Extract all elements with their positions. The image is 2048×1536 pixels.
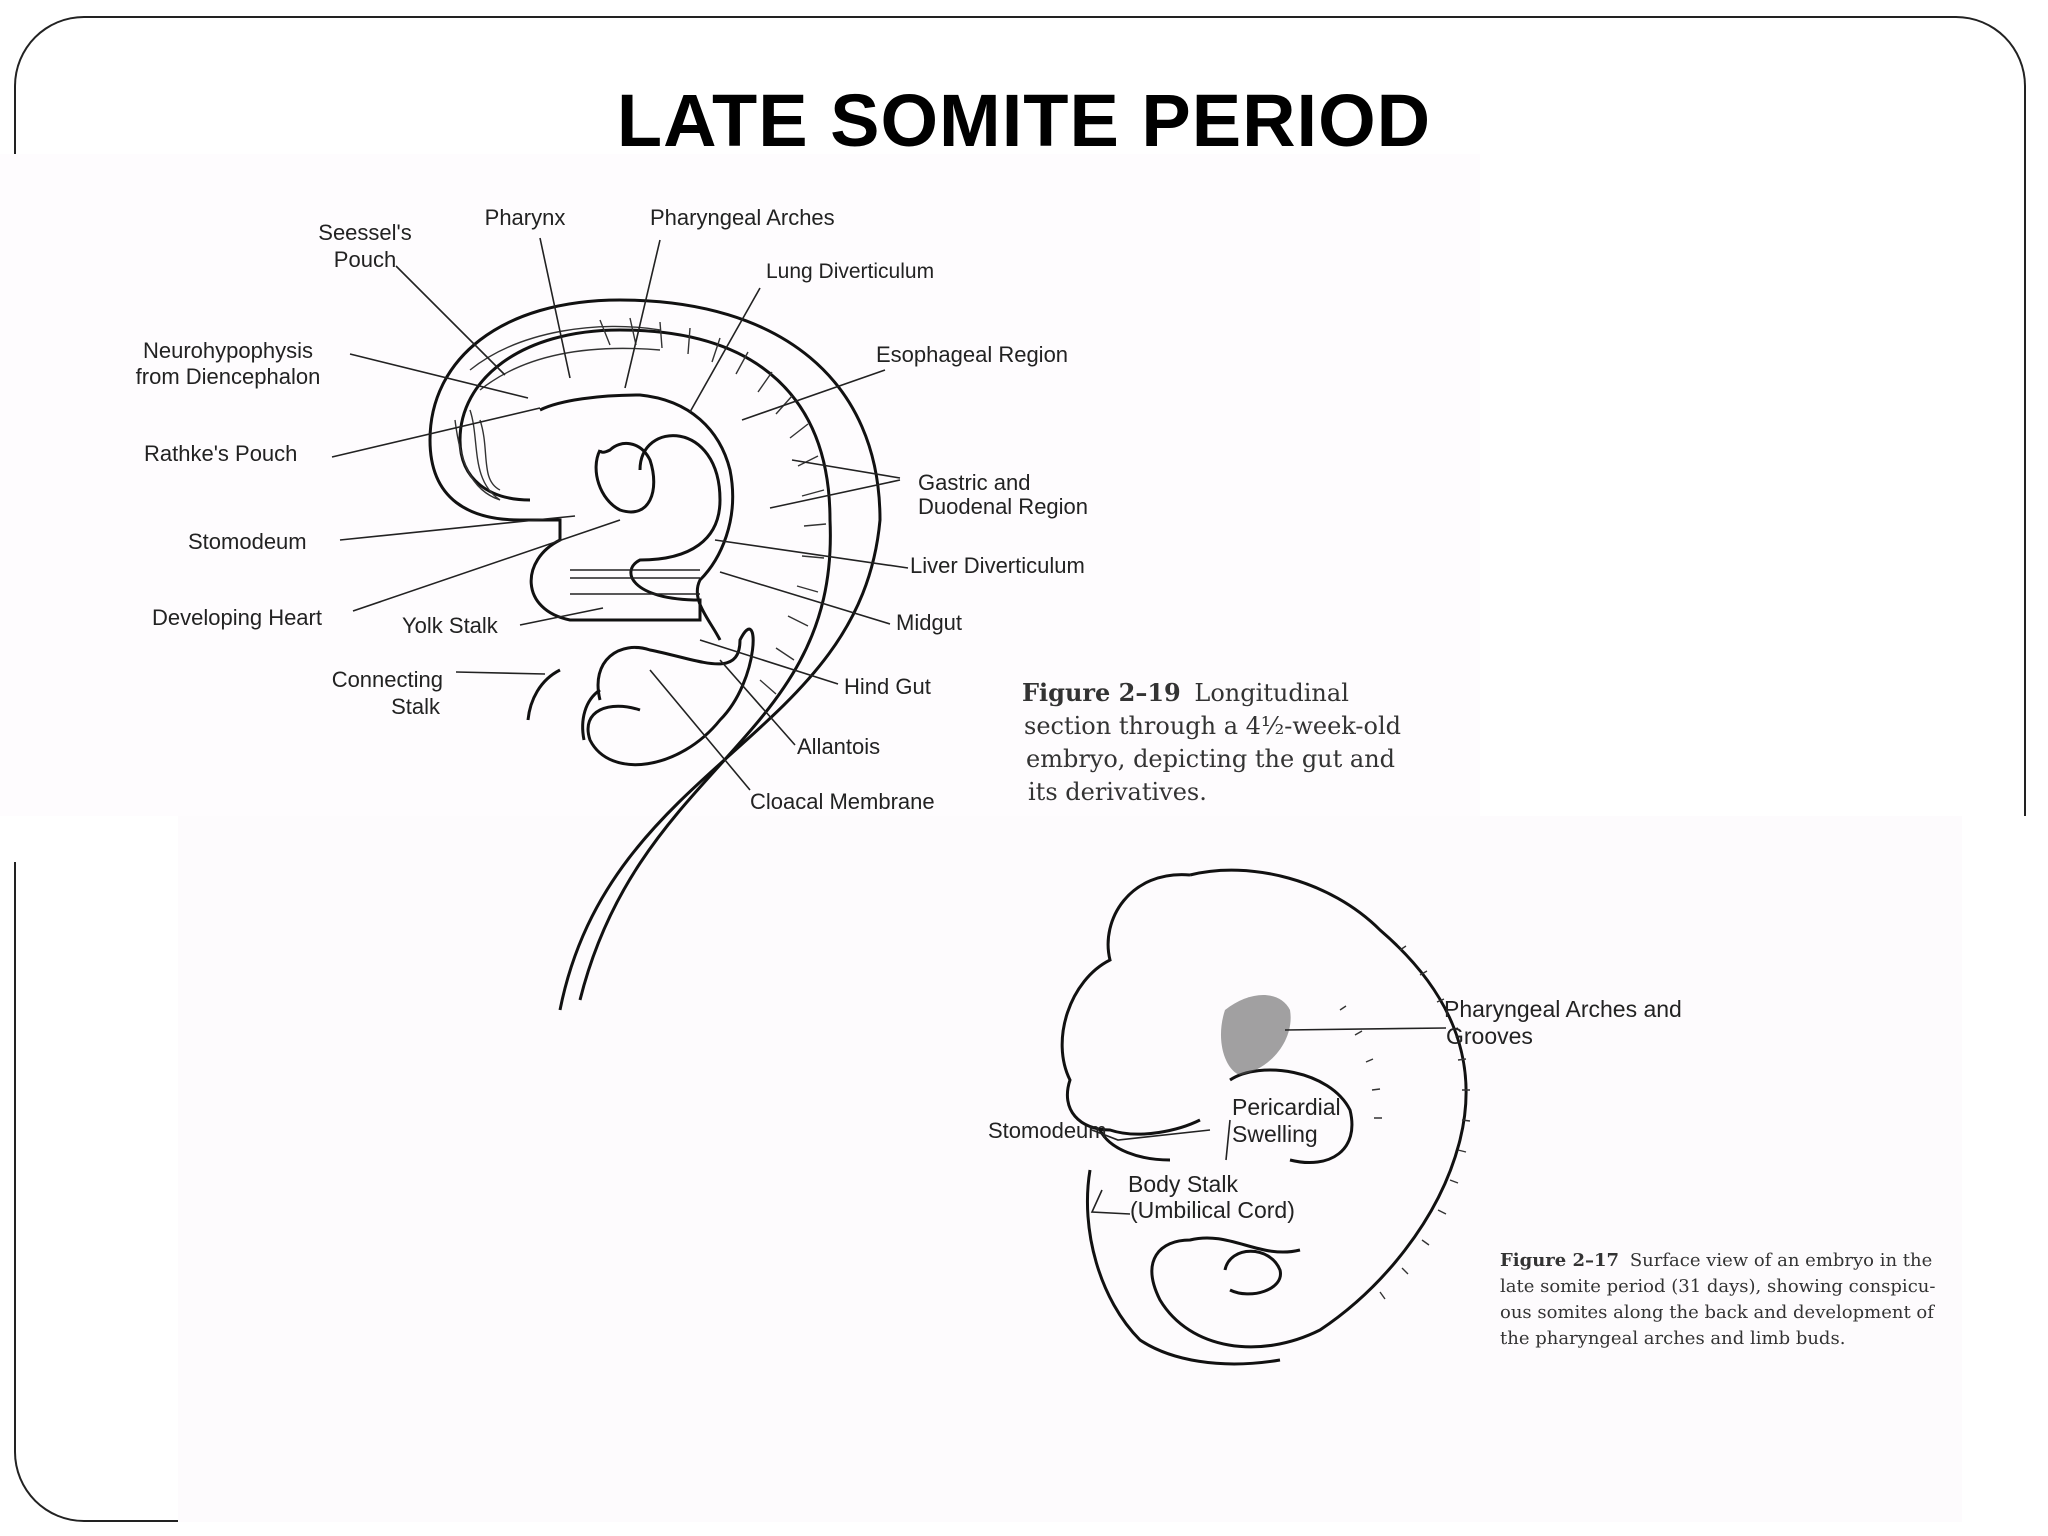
- limb-bud-shape: [1225, 1251, 1280, 1294]
- figure-2-17-caption-text1: Surface view of an embryo in the: [1629, 1250, 1933, 1271]
- label-body-stalk-2: (Umbilical Cord): [1130, 1197, 1295, 1223]
- label-allantois: Allantois: [797, 734, 881, 759]
- figure-2-19-caption-line4: its derivatives.: [1028, 778, 1207, 806]
- label-neurohypophysis-2: from Diencephalon: [135, 364, 321, 389]
- figure-2-19-caption-text1: Longitudinal: [1194, 679, 1349, 707]
- figure-2-19-caption-line3: embryo, depicting the gut and: [1026, 745, 1396, 773]
- label-stomodeum: Stomodeum: [188, 529, 307, 554]
- embryo-head-outline: [1062, 875, 1200, 1134]
- label-liver-diverticulum: Liver Diverticulum: [910, 553, 1085, 578]
- label-pharyngeal-arches: Pharyngeal Arches: [650, 205, 835, 230]
- label-seessels-pouch-1: Seessel's: [318, 220, 412, 245]
- label-connecting-stalk-2: Stalk: [391, 694, 440, 719]
- figure-2-17-caption-line3: ous somites along the back and development of: [1500, 1302, 1934, 1323]
- label-rathkes-pouch: Rathke's Pouch: [144, 441, 298, 466]
- label-gastric-2: Duodenal Region: [918, 494, 1089, 519]
- label-neurohypophysis-1: Neurohypophysis: [143, 338, 313, 363]
- label-pharyngeal-arches-grooves-1: Pharyngeal Arches and: [1444, 996, 1682, 1022]
- label-esophageal-region: Esophageal Region: [876, 342, 1069, 367]
- slide-title: LATE SOMITE PERIOD: [616, 79, 1432, 162]
- figure-2-17-caption-line4: the pharyngeal arches and limb buds.: [1500, 1328, 1846, 1349]
- pharyngeal-arches-shading: [1221, 995, 1291, 1075]
- figure-2-17-caption-line2: late somite period (31 days), showing conspicu-: [1500, 1276, 1936, 1297]
- figure-2-19-caption-line2: section through a 4½-week-old: [1024, 712, 1401, 740]
- label-fig17-stomodeum: Stomodeum: [988, 1118, 1107, 1143]
- label-pericardial-1: Pericardial: [1232, 1094, 1341, 1120]
- figure-2-17-caption-line1: [1500, 1250, 1932, 1271]
- label-lung-diverticulum: Lung Diverticulum: [766, 260, 935, 283]
- label-body-stalk-1: Body Stalk: [1128, 1171, 1238, 1197]
- label-developing-heart: Developing Heart: [152, 605, 322, 630]
- label-pharyngeal-arches-grooves-2: Grooves: [1446, 1023, 1533, 1049]
- label-yolk-stalk: Yolk Stalk: [402, 613, 498, 638]
- label-pharynx: Pharynx: [484, 205, 566, 230]
- figure-2-19-number: Figure 2–19: [1022, 678, 1181, 707]
- label-connecting-stalk-1: Connecting: [331, 667, 443, 692]
- label-pericardial-2: Swelling: [1232, 1121, 1318, 1147]
- label-gastric-1: Gastric and: [918, 470, 1031, 495]
- label-cloacal-membrane: Cloacal Membrane: [750, 789, 935, 814]
- label-seessels-pouch-2: Pouch: [333, 247, 397, 272]
- label-hind-gut: Hind Gut: [844, 674, 931, 699]
- label-midgut: Midgut: [896, 610, 963, 635]
- figure-2-17-number: Figure 2–17: [1500, 1250, 1620, 1271]
